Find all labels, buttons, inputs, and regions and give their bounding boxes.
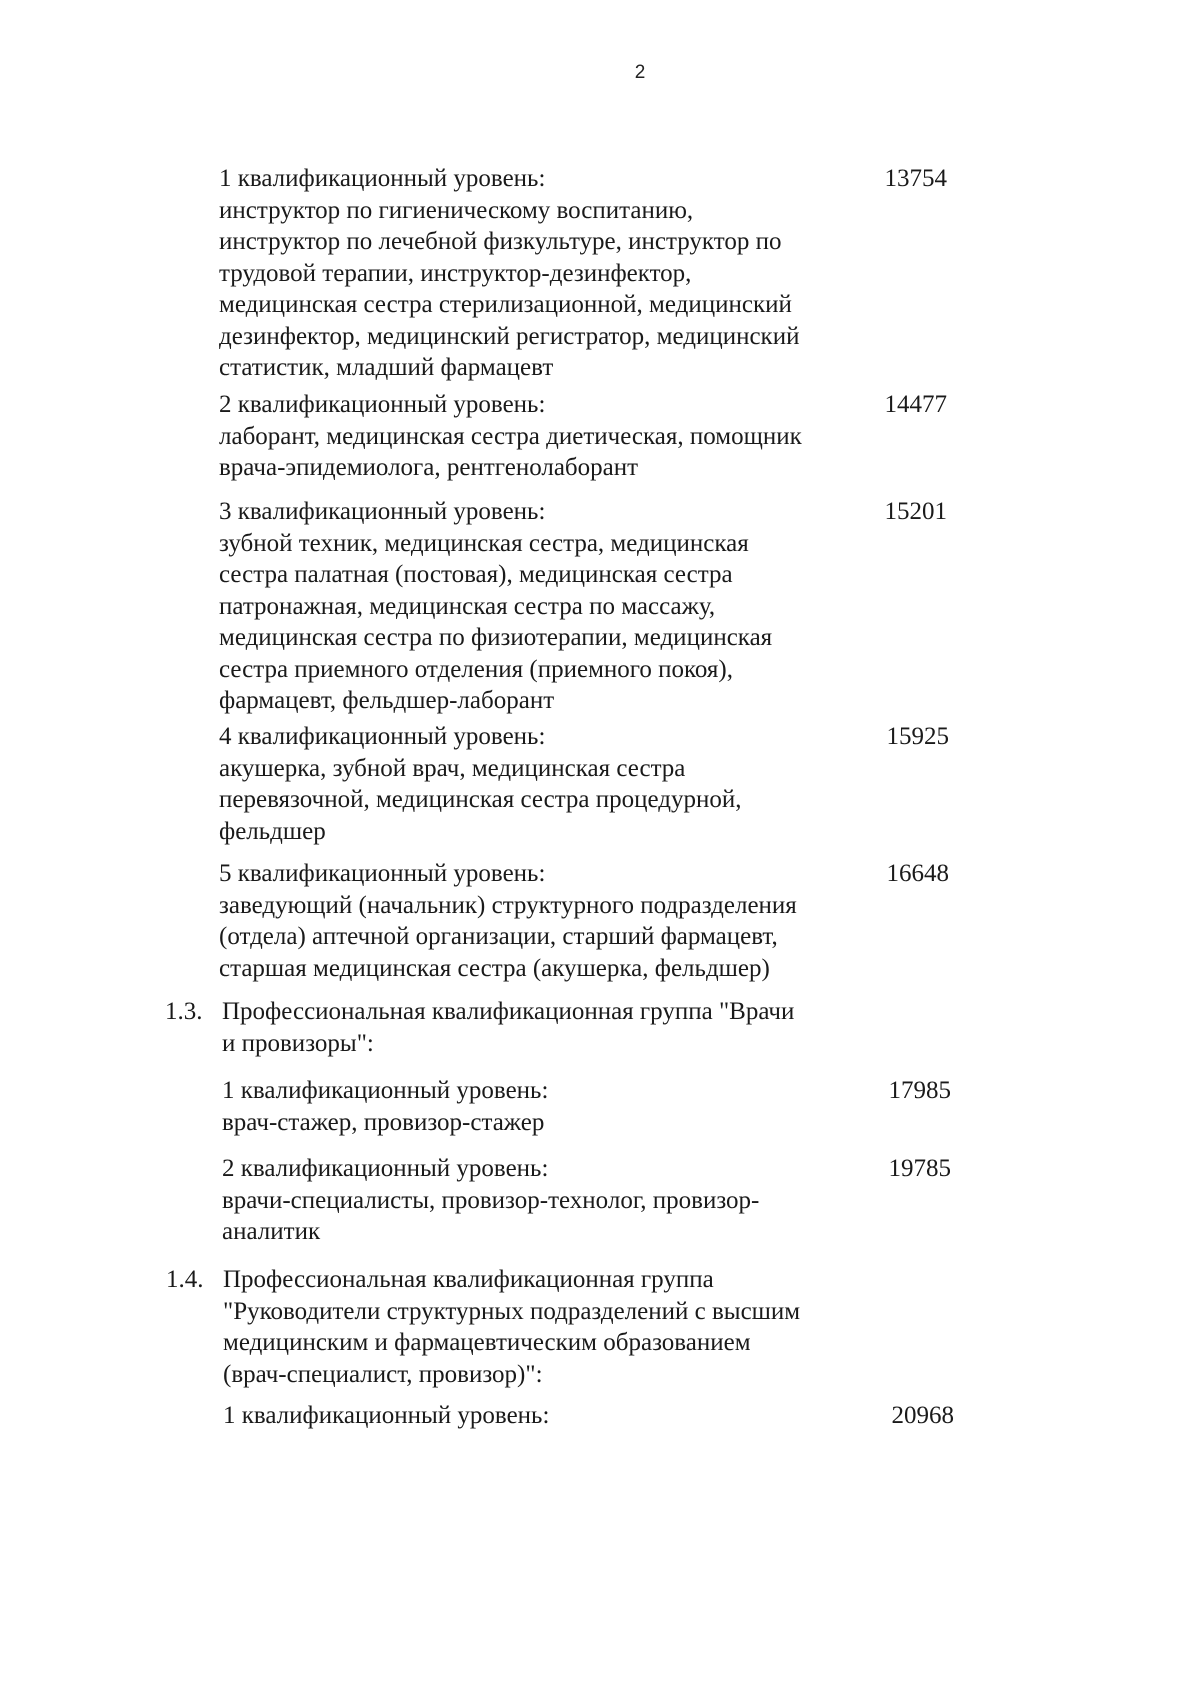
salary-value: 17985 — [888, 1077, 951, 1104]
qualification-level-description: 1 квалификационный уровень: врач-стажер, провизор-стажер — [222, 1077, 549, 1136]
salary-value: 19785 — [888, 1155, 951, 1182]
salary-value: 15925 — [886, 723, 949, 750]
qualification-level-description: 5 квалификационный уровень: заведующий (начальник) структурного подразделения (отдела) аптечной организации, старший фармацевт, старшая медицинская сестра (акушерка, фельдшер) — [219, 860, 797, 982]
qualification-group-title: Профессиональная квалификационная группа "Врачи и провизоры": — [222, 998, 795, 1057]
salary-value: 13754 — [884, 165, 947, 192]
salary-value: 16648 — [886, 860, 949, 887]
qualification-level-description: 1 квалификационный уровень: — [223, 1402, 550, 1429]
qualification-level-description: 4 квалификационный уровень: акушерка, зубной врач, медицинская сестра перевязочной, медицинская сестра процедурной, фельдшер — [219, 723, 742, 845]
qualification-level-description: 3 квалификационный уровень: зубной техник, медицинская сестра, медицинская сестра палатная (постовая), медицинская сестра патронажная, медицинская сестра по массажу, медицинская сестра по физиотерапии, медицинская сестра приемного отделения (приемного покоя), фармацевт, фельдшер-лаборант — [219, 498, 773, 714]
salary-value: 14477 — [884, 391, 947, 418]
qualification-level-description: 2 квалификационный уровень: врачи-специалисты, провизор-технолог, провизор- аналитик — [222, 1155, 760, 1245]
salary-value: 15201 — [884, 498, 947, 525]
qualification-group-title: Профессиональная квалификационная группа "Руководители структурных подразделений с высшим медицинским и фармацевтическим образованием (врач-специалист, провизор)": — [223, 1266, 801, 1388]
group-number: 1.4. — [166, 1266, 204, 1293]
qualification-level-description: 1 квалификационный уровень: инструктор по гигиеническому воспитанию, инструктор по лечебной физкультуре, инструктор по трудовой терапии, инструктор-дезинфектор, медицинская сестра стерилизационной, медицинский дезинфектор, медицинский регистратор, медицинский статистик, младший фармацевт — [219, 165, 800, 381]
group-number: 1.3. — [165, 998, 203, 1025]
page-number: 2 — [634, 62, 646, 83]
qualification-level-description: 2 квалификационный уровень: лаборант, медицинская сестра диетическая, помощник врача-эпидемиолога, рентгенолаборант — [219, 391, 802, 481]
salary-value: 20968 — [891, 1402, 954, 1429]
